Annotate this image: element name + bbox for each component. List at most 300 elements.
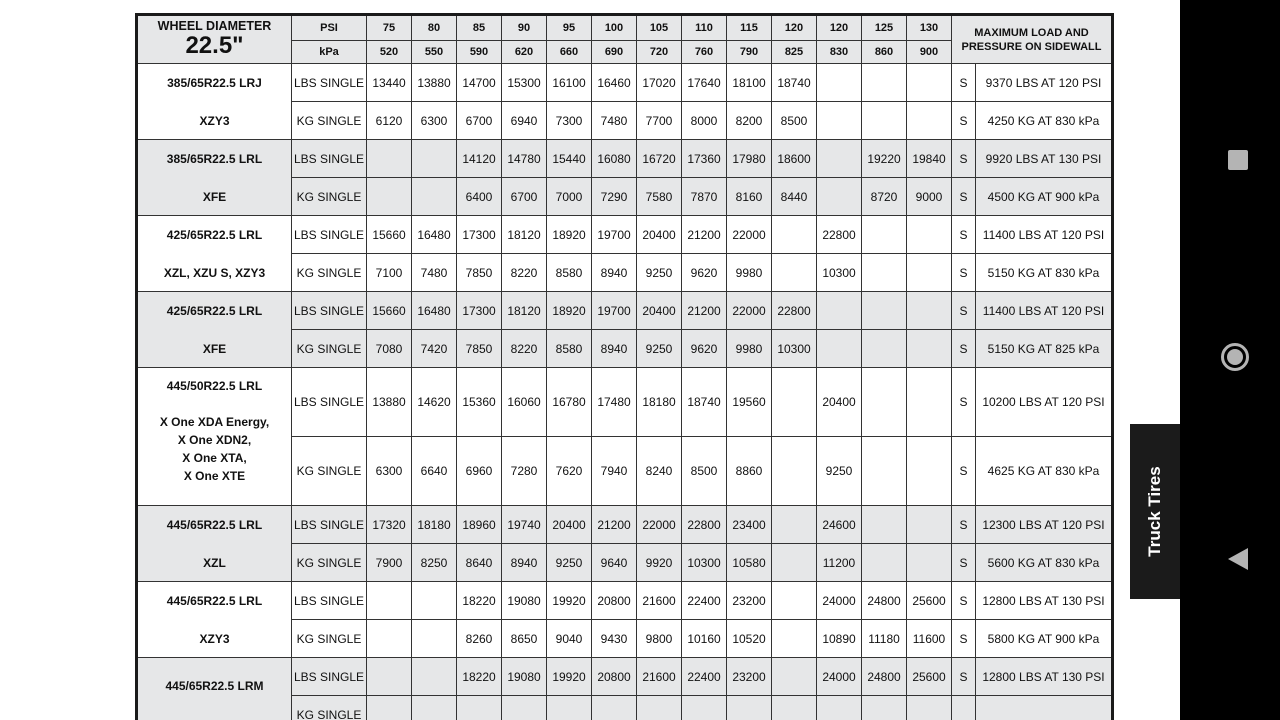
- load-value: [862, 368, 907, 437]
- single-indicator: S: [952, 292, 976, 330]
- load-value: 17360: [682, 140, 727, 178]
- row-type-label: LBS SINGLE: [292, 292, 367, 330]
- psi-value: 85: [457, 15, 502, 41]
- load-value: 16100: [547, 64, 592, 102]
- load-value: 22400: [682, 582, 727, 620]
- tire-model: X One XTE: [183, 469, 246, 483]
- load-value: [367, 696, 412, 720]
- tire-model: XZL, XZU S, XZY3: [163, 265, 266, 280]
- load-value: 14780: [502, 140, 547, 178]
- load-value: 19220: [862, 140, 907, 178]
- tire-size-cell: [137, 216, 292, 292]
- load-value: [862, 506, 907, 544]
- psi-value: 75: [367, 15, 412, 41]
- load-value: [817, 292, 862, 330]
- max-load-header: [952, 15, 1113, 64]
- table-row: [137, 140, 1113, 178]
- load-value: 16720: [637, 140, 682, 178]
- load-value: 6700: [457, 102, 502, 140]
- spacer: [138, 92, 291, 112]
- load-value: 18920: [547, 292, 592, 330]
- load-value: [547, 696, 592, 720]
- row-type-label: KG SINGLE: [292, 254, 367, 292]
- load-value: 8940: [502, 544, 547, 582]
- load-value: [907, 254, 952, 292]
- load-value: 7580: [637, 178, 682, 216]
- tire-size-cell: [137, 64, 292, 140]
- load-value: 22400: [682, 658, 727, 696]
- load-value: 24600: [817, 506, 862, 544]
- load-value: 9250: [817, 437, 862, 506]
- psi-value: 90: [502, 15, 547, 41]
- load-value: [457, 696, 502, 720]
- load-value: 7900: [367, 544, 412, 582]
- load-value: 8580: [547, 254, 592, 292]
- kpa-value: 690: [592, 41, 637, 64]
- load-value: 7850: [457, 254, 502, 292]
- load-value: 16080: [592, 140, 637, 178]
- spacer: [138, 610, 291, 630]
- back-triangle-icon[interactable]: [1228, 548, 1248, 570]
- tire-size: 385/65R22.5 LRJ: [167, 75, 262, 90]
- load-value: 15660: [367, 292, 412, 330]
- load-value: 19840: [907, 140, 952, 178]
- kpa-label: kPa: [292, 41, 367, 64]
- single-indicator: S: [952, 582, 976, 620]
- load-value: 14620: [412, 368, 457, 437]
- kpa-value: 860: [862, 41, 907, 64]
- spacer: [138, 534, 291, 554]
- load-value: 7480: [592, 102, 637, 140]
- load-value: 10300: [817, 254, 862, 292]
- load-value: 6960: [457, 437, 502, 506]
- load-value: 9040: [547, 620, 592, 658]
- load-value: [862, 102, 907, 140]
- load-value: [727, 696, 772, 720]
- home-circle-icon[interactable]: [1221, 343, 1249, 371]
- load-value: 19740: [502, 506, 547, 544]
- load-value: 18600: [772, 140, 817, 178]
- load-value: 16480: [412, 216, 457, 254]
- load-value: 10580: [727, 544, 772, 582]
- single-indicator: S: [952, 620, 976, 658]
- single-indicator: S: [952, 178, 976, 216]
- load-value: 18100: [727, 64, 772, 102]
- max-load-value: 9370 LBS AT 120 PSI: [976, 64, 1113, 102]
- tire-size: 445/65R22.5 LRL: [166, 593, 263, 608]
- load-value: [907, 102, 952, 140]
- max-load-value: 4500 KG AT 900 kPa: [976, 178, 1113, 216]
- load-value: 9640: [592, 544, 637, 582]
- load-value: 7850: [457, 330, 502, 368]
- tire-size: 445/65R22.5 LRM: [165, 678, 264, 693]
- load-value: 9430: [592, 620, 637, 658]
- load-value: 19700: [592, 292, 637, 330]
- load-value: 21600: [637, 658, 682, 696]
- load-value: 8720: [862, 178, 907, 216]
- load-value: [772, 506, 817, 544]
- psi-value: 105: [637, 15, 682, 41]
- load-value: 11200: [817, 544, 862, 582]
- load-value: [412, 620, 457, 658]
- load-value: 19080: [502, 582, 547, 620]
- load-value: 24800: [862, 582, 907, 620]
- load-value: 6940: [502, 102, 547, 140]
- load-value: 8220: [502, 330, 547, 368]
- psi-value: 80: [412, 15, 457, 41]
- load-value: 17640: [682, 64, 727, 102]
- load-value: [907, 330, 952, 368]
- load-value: 7480: [412, 254, 457, 292]
- load-value: 24000: [817, 658, 862, 696]
- tire-size-cell: [137, 292, 292, 368]
- load-value: 22000: [727, 216, 772, 254]
- load-value: 7420: [412, 330, 457, 368]
- load-value: 10300: [772, 330, 817, 368]
- load-value: [412, 140, 457, 178]
- load-value: [772, 696, 817, 720]
- single-indicator: S: [952, 216, 976, 254]
- load-value: 6640: [412, 437, 457, 506]
- load-value: [862, 437, 907, 506]
- load-value: 9980: [727, 254, 772, 292]
- tire-model: X One XDN2,: [177, 433, 252, 447]
- load-value: [862, 216, 907, 254]
- load-value: 7300: [547, 102, 592, 140]
- wheel-diameter-header: [137, 15, 292, 64]
- psi-value: 100: [592, 15, 637, 41]
- max-load-value: 12300 LBS AT 120 PSI: [976, 506, 1113, 544]
- tire-size: 385/65R22.5 LRL: [166, 151, 263, 166]
- load-value: 21600: [637, 582, 682, 620]
- load-value: [862, 696, 907, 720]
- load-value: [817, 330, 862, 368]
- load-value: 8640: [457, 544, 502, 582]
- load-value: 8160: [727, 178, 772, 216]
- load-value: 6700: [502, 178, 547, 216]
- kpa-value: 825: [772, 41, 817, 64]
- load-value: 8500: [682, 437, 727, 506]
- load-value: [862, 544, 907, 582]
- max-load-value: 4250 KG AT 830 kPa: [976, 102, 1113, 140]
- load-value: [862, 254, 907, 292]
- single-indicator: S: [952, 506, 976, 544]
- single-indicator: S: [952, 330, 976, 368]
- load-value: 7620: [547, 437, 592, 506]
- max-load-value: 9920 LBS AT 130 PSI: [976, 140, 1113, 178]
- load-value: 14120: [457, 140, 502, 178]
- max-load-value: [976, 696, 1113, 720]
- psi-value: 120: [772, 15, 817, 41]
- max-load-value: 11400 LBS AT 120 PSI: [976, 292, 1113, 330]
- load-value: 7000: [547, 178, 592, 216]
- max-load-header-line1: MAXIMUM LOAD AND: [974, 26, 1089, 39]
- load-value: [412, 178, 457, 216]
- tire-model: XZY3: [199, 113, 230, 128]
- spacer: [138, 320, 291, 340]
- psi-value: 130: [907, 15, 952, 41]
- load-value: [772, 620, 817, 658]
- tire-model: X One XDA Energy,: [159, 415, 270, 429]
- load-value: 9250: [637, 330, 682, 368]
- row-type-label: LBS SINGLE: [292, 506, 367, 544]
- load-value: 10520: [727, 620, 772, 658]
- single-indicator: S: [952, 544, 976, 582]
- max-load-header-line2: PRESSURE ON SIDEWALL: [961, 40, 1102, 53]
- load-value: 9620: [682, 330, 727, 368]
- spacer: [138, 168, 291, 188]
- tire-model: X One XTA,: [182, 451, 247, 465]
- table-row: [137, 368, 1113, 437]
- load-value: 10300: [682, 544, 727, 582]
- load-value: 23200: [727, 658, 772, 696]
- tire-model: XZL: [203, 555, 226, 570]
- row-type-label: KG SINGLE: [292, 696, 367, 720]
- kpa-value: 790: [727, 41, 772, 64]
- load-value: [907, 696, 952, 720]
- load-value: 18180: [412, 506, 457, 544]
- load-value: 18220: [457, 658, 502, 696]
- load-value: 21200: [682, 292, 727, 330]
- load-value: 18220: [457, 582, 502, 620]
- kpa-value: 520: [367, 41, 412, 64]
- load-value: 19920: [547, 658, 592, 696]
- load-value: 18120: [502, 292, 547, 330]
- load-value: 7080: [367, 330, 412, 368]
- tire-size-cell: [137, 506, 292, 582]
- kpa-value: 590: [457, 41, 502, 64]
- tire-model: XZY3: [199, 631, 230, 646]
- load-value: 15440: [547, 140, 592, 178]
- max-load-value: 5600 KG AT 830 kPa: [976, 544, 1113, 582]
- load-value: 15300: [502, 64, 547, 102]
- row-type-label: KG SINGLE: [292, 437, 367, 506]
- load-value: 7290: [592, 178, 637, 216]
- truck-tires-tab-label: Truck Tires: [1145, 466, 1164, 557]
- truck-tires-tab[interactable]: [1130, 424, 1180, 599]
- load-value: [367, 620, 412, 658]
- load-value: 23200: [727, 582, 772, 620]
- load-value: [907, 292, 952, 330]
- single-indicator: S: [952, 64, 976, 102]
- load-value: [772, 437, 817, 506]
- load-value: [907, 506, 952, 544]
- load-value: 10160: [682, 620, 727, 658]
- load-value: [817, 140, 862, 178]
- load-value: 19700: [592, 216, 637, 254]
- wheel-diameter-value: 22.5": [185, 32, 244, 59]
- load-value: 8200: [727, 102, 772, 140]
- single-indicator: S: [952, 102, 976, 140]
- load-value: 6400: [457, 178, 502, 216]
- psi-label: PSI: [292, 15, 367, 41]
- load-value: 7700: [637, 102, 682, 140]
- load-value: [592, 696, 637, 720]
- load-value: 9800: [637, 620, 682, 658]
- load-value: 25600: [907, 658, 952, 696]
- recents-square-icon[interactable]: [1228, 150, 1248, 170]
- load-value: 8500: [772, 102, 817, 140]
- row-type-label: KG SINGLE: [292, 620, 367, 658]
- load-value: [817, 64, 862, 102]
- tire-model: XFE: [202, 341, 227, 356]
- load-value: 7280: [502, 437, 547, 506]
- kpa-value: 660: [547, 41, 592, 64]
- load-value: 20800: [592, 658, 637, 696]
- kpa-value: 620: [502, 41, 547, 64]
- tire-model: XFE: [202, 189, 227, 204]
- load-value: 13880: [367, 368, 412, 437]
- load-value: 17300: [457, 216, 502, 254]
- max-load-value: 4625 KG AT 830 kPa: [976, 437, 1113, 506]
- load-value: 7100: [367, 254, 412, 292]
- max-load-value: 12800 LBS AT 130 PSI: [976, 658, 1113, 696]
- max-load-value: 5150 KG AT 830 kPa: [976, 254, 1113, 292]
- single-indicator: S: [952, 658, 976, 696]
- spacer: [138, 244, 291, 264]
- load-value: 16060: [502, 368, 547, 437]
- load-value: 9000: [907, 178, 952, 216]
- load-value: 10890: [817, 620, 862, 658]
- load-value: [367, 582, 412, 620]
- load-value: [772, 658, 817, 696]
- single-indicator: S: [952, 368, 976, 437]
- single-indicator: [952, 696, 976, 720]
- load-value: [772, 368, 817, 437]
- load-value: 20400: [547, 506, 592, 544]
- load-value: 20400: [817, 368, 862, 437]
- load-value: 9250: [547, 544, 592, 582]
- row-type-label: LBS SINGLE: [292, 64, 367, 102]
- load-value: 15660: [367, 216, 412, 254]
- load-value: 17320: [367, 506, 412, 544]
- row-type-label: KG SINGLE: [292, 102, 367, 140]
- max-load-value: 10200 LBS AT 120 PSI: [976, 368, 1113, 437]
- psi-value: 110: [682, 15, 727, 41]
- kpa-value: 900: [907, 41, 952, 64]
- load-value: [862, 330, 907, 368]
- kpa-value: 720: [637, 41, 682, 64]
- wheel-diameter-label: WHEEL DIAMETER: [157, 19, 272, 33]
- load-value: 9980: [727, 330, 772, 368]
- load-value: 9620: [682, 254, 727, 292]
- tire-size: 425/65R22.5 LRL: [166, 303, 263, 318]
- kpa-value: 830: [817, 41, 862, 64]
- header-row-psi: [137, 15, 1113, 41]
- load-value: [367, 178, 412, 216]
- load-value: 9250: [637, 254, 682, 292]
- load-value: 8860: [727, 437, 772, 506]
- load-value: 19920: [547, 582, 592, 620]
- load-value: 16460: [592, 64, 637, 102]
- load-value: 17020: [637, 64, 682, 102]
- table-row: [137, 292, 1113, 330]
- table-row: [137, 64, 1113, 102]
- load-value: [862, 64, 907, 102]
- load-value: 8940: [592, 330, 637, 368]
- load-value: 11180: [862, 620, 907, 658]
- load-value: 11600: [907, 620, 952, 658]
- load-value: [772, 254, 817, 292]
- load-value: 8250: [412, 544, 457, 582]
- psi-value: 95: [547, 15, 592, 41]
- load-value: 18960: [457, 506, 502, 544]
- load-value: [862, 292, 907, 330]
- load-value: [817, 696, 862, 720]
- psi-value: 125: [862, 15, 907, 41]
- load-value: [502, 696, 547, 720]
- load-value: 22800: [817, 216, 862, 254]
- psi-value: 115: [727, 15, 772, 41]
- spacer: [138, 395, 291, 413]
- load-value: 18120: [502, 216, 547, 254]
- max-load-value: 12800 LBS AT 130 PSI: [976, 582, 1113, 620]
- load-value: 16480: [412, 292, 457, 330]
- single-indicator: S: [952, 437, 976, 506]
- table-row: [137, 582, 1113, 620]
- load-value: 8580: [547, 330, 592, 368]
- row-type-label: LBS SINGLE: [292, 582, 367, 620]
- load-value: 6300: [367, 437, 412, 506]
- load-value: 7870: [682, 178, 727, 216]
- load-value: 20400: [637, 216, 682, 254]
- load-value: 6120: [367, 102, 412, 140]
- load-value: 22800: [772, 292, 817, 330]
- row-type-label: LBS SINGLE: [292, 658, 367, 696]
- load-value: 22800: [682, 506, 727, 544]
- load-value: [412, 696, 457, 720]
- row-type-label: LBS SINGLE: [292, 140, 367, 178]
- load-value: 14700: [457, 64, 502, 102]
- load-value: [907, 437, 952, 506]
- tire-size-cell: [137, 582, 292, 658]
- load-value: [907, 368, 952, 437]
- load-value: 8440: [772, 178, 817, 216]
- load-value: 16780: [547, 368, 592, 437]
- load-value: [817, 178, 862, 216]
- tire-size: 425/65R22.5 LRL: [166, 227, 263, 242]
- load-value: 22000: [727, 292, 772, 330]
- load-value: [412, 658, 457, 696]
- load-value: 18180: [637, 368, 682, 437]
- row-type-label: LBS SINGLE: [292, 368, 367, 437]
- tire-size-cell: [137, 140, 292, 216]
- load-value: 18920: [547, 216, 592, 254]
- max-load-value: 5150 KG AT 825 kPa: [976, 330, 1113, 368]
- load-value: 21200: [682, 216, 727, 254]
- load-value: [907, 216, 952, 254]
- tire-size-cell: [137, 658, 292, 720]
- load-value: 8220: [502, 254, 547, 292]
- single-indicator: S: [952, 140, 976, 178]
- load-value: 20800: [592, 582, 637, 620]
- table-row: [137, 216, 1113, 254]
- load-value: [637, 696, 682, 720]
- load-value: [772, 216, 817, 254]
- load-value: 13880: [412, 64, 457, 102]
- kpa-value: 760: [682, 41, 727, 64]
- load-value: 6300: [412, 102, 457, 140]
- max-load-value: 5800 KG AT 900 kPa: [976, 620, 1113, 658]
- load-value: 19560: [727, 368, 772, 437]
- tire-size: 445/50R22.5 LRL: [166, 379, 263, 393]
- load-value: [907, 544, 952, 582]
- load-value: [817, 102, 862, 140]
- table-row: [137, 506, 1113, 544]
- load-value: 8940: [592, 254, 637, 292]
- load-value: [367, 140, 412, 178]
- load-value: 9920: [637, 544, 682, 582]
